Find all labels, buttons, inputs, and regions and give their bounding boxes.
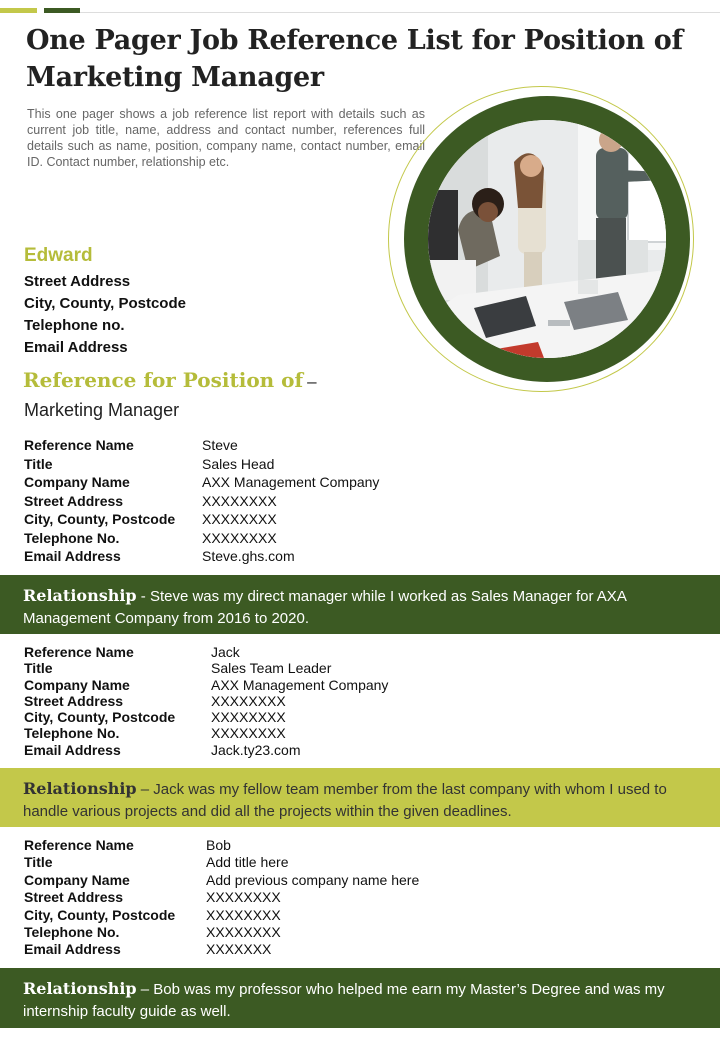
reference-row [24, 889, 584, 906]
field-label: Title [24, 854, 53, 871]
reference-row [24, 529, 584, 548]
field-value: XXXXXXXX [211, 725, 286, 742]
reference-row [24, 547, 584, 566]
reference-row [24, 742, 584, 758]
reference-row [24, 510, 584, 529]
field-label: Reference Name [24, 644, 134, 660]
accent-block-green [44, 8, 80, 13]
field-label: Email Address [24, 741, 121, 758]
relationship-band-1 [0, 575, 720, 634]
reference-row [24, 907, 584, 924]
field-value: XXXXXXXX [206, 906, 281, 923]
reference-row [24, 854, 584, 871]
field-label: City, County, Postcode [24, 709, 176, 726]
field-label: Title [24, 455, 53, 472]
top-divider [80, 12, 720, 13]
field-value: XXXXXXXX [202, 529, 277, 546]
field-value: XXXXXXXX [202, 511, 277, 527]
field-value: Sales Head [202, 455, 275, 472]
reference-row [24, 492, 584, 511]
field-value: XXXXXXXX [206, 923, 281, 940]
reference-block-3 [24, 837, 584, 959]
field-label: Title [24, 660, 53, 677]
field-value: AXX Management Company [202, 474, 380, 490]
reference-position: Marketing Manager [24, 400, 180, 420]
reference-heading-lead: Reference for Position of [23, 368, 304, 392]
field-label: Street Address [24, 492, 124, 509]
relationship-text: – Jack was my fellow team member from the last company with whom I used to handle various projects and did all the projects within the given deadlines. [23, 781, 667, 820]
reference-row [24, 644, 584, 660]
field-label: City, County, Postcode [24, 906, 176, 923]
field-value: Add previous company name here [206, 871, 420, 888]
candidate-email: Email Address [24, 339, 128, 356]
field-value: XXXXXXXX [211, 692, 286, 709]
page-title: One Pager Job Reference List for Position of Marketing Manager [26, 25, 683, 93]
field-label: Company Name [24, 474, 130, 490]
field-value: Jack.ty23.com [211, 741, 301, 758]
reference-row [24, 872, 584, 889]
field-label: Email Address [24, 941, 121, 958]
field-value: AXX Management Company [211, 676, 389, 693]
field-label: Email Address [24, 548, 121, 564]
candidate-street-address: Street Address [24, 273, 131, 290]
relationship-title: Relationship [23, 979, 137, 998]
candidate-city-county-postcode: City, County, Postcode [24, 295, 186, 312]
office-meeting-photo [428, 120, 666, 358]
accent-block-lime [0, 8, 37, 13]
field-label: Company Name [24, 676, 130, 693]
relationship-band-2 [0, 768, 720, 827]
photo-illustration [428, 120, 666, 358]
reference-row [24, 725, 584, 741]
reference-block-2 [24, 644, 584, 758]
field-label: City, County, Postcode [24, 511, 176, 527]
relationship-title: Relationship [23, 779, 137, 798]
candidate-telephone: Telephone no. [24, 317, 125, 334]
relationship-text: - Steve was my direct manager while I worked as Sales Manager for AXA Management Company from 2016 to 2020. [23, 588, 626, 627]
field-value: XXXXXXXX [211, 709, 286, 726]
reference-row [24, 677, 584, 693]
reference-row [24, 709, 584, 725]
reference-row [24, 693, 584, 709]
field-value: XXXXXXXX [206, 889, 281, 906]
reference-heading-dash: – [307, 372, 317, 391]
reference-row [24, 837, 584, 854]
reference-row [24, 660, 584, 676]
relationship-band-3 [0, 968, 720, 1028]
reference-row [24, 473, 584, 492]
field-label: Reference Name [24, 437, 134, 453]
field-value: Steve.ghs.com [202, 548, 295, 564]
reference-heading [23, 368, 317, 392]
field-label: Telephone No. [24, 529, 120, 546]
field-label: Street Address [24, 889, 124, 906]
candidate-name: Edward [24, 245, 93, 266]
field-value: XXXXXXX [206, 941, 272, 958]
field-value: XXXXXXXX [202, 492, 277, 509]
reference-row [24, 924, 584, 941]
reference-row [24, 941, 584, 958]
relationship-title: Relationship [23, 586, 137, 605]
field-value: Add title here [206, 854, 289, 871]
field-value: Bob [206, 837, 231, 853]
field-label: Street Address [24, 692, 124, 709]
field-label: Reference Name [24, 837, 134, 853]
field-value: Jack [211, 644, 240, 660]
top-accent-bar [0, 8, 720, 13]
page-description: This one pager shows a job reference list report with details such as current job title, name, address and contact number, references full details such as name, position, company name, contact number, email ID. Contact number, relationship etc. [27, 107, 425, 169]
relationship-text: – Bob was my professor who helped me earn my Master’s Degree and was my internship faculty guide as well. [23, 981, 665, 1020]
field-label: Company Name [24, 871, 130, 888]
reference-row [24, 436, 584, 455]
field-label: Telephone No. [24, 725, 120, 742]
field-label: Telephone No. [24, 923, 120, 940]
reference-block-1 [24, 436, 584, 566]
field-value: Sales Team Leader [211, 660, 332, 677]
reference-row [24, 455, 584, 474]
field-value: Steve [202, 437, 238, 453]
